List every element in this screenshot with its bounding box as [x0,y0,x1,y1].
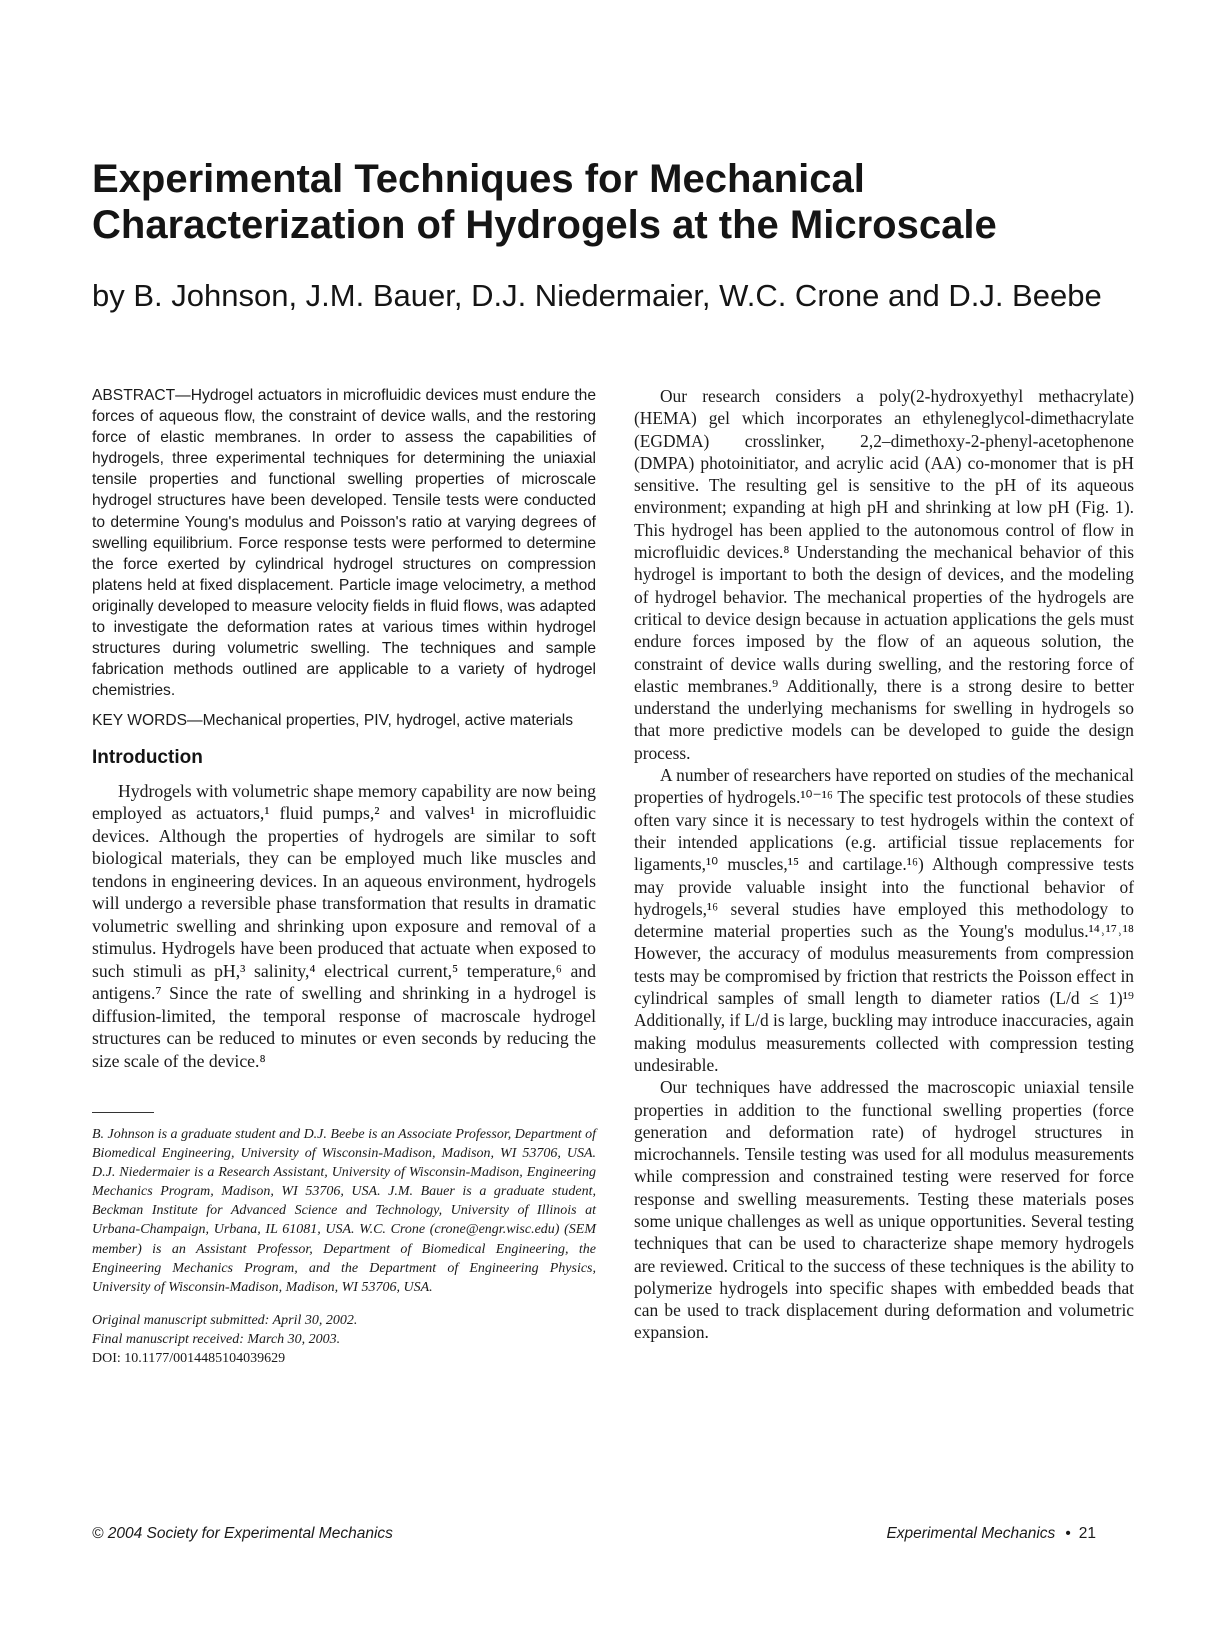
title-line-2: Characterization of Hydrogels at the Microscale [92,203,997,247]
manuscript-received: Final manuscript received: March 30, 2003. [92,1331,341,1347]
key-words: KEY WORDS—Mechanical properties, PIV, hydrogel, active materials [92,712,574,730]
body-paragraph: Our techniques have addressed the macroscopic uniaxial tensile properties in addition to the functional swelling properties (force generation and deformation rate) of hydrogel structures in microchannels. Tensile testing was used for all modulus measurements while compression and constrained testing were reserved for force response and swelling measurements. Testing these materials poses some unique challenges as well as unique opportunities. Several testing techniques that can be used to characterize shape memory hydrogels are reviewed. Critical to the success of these techniques is the ability to polymerize hydrogels into specific shapes with embedded beads that can be used to track displacement during deformation and volumetric expansion. [634,1077,1134,1343]
page-number: 21 [1078,1525,1096,1542]
journal-footer [886,1524,1096,1544]
copyright-footer: © 2004 Society for Experimental Mechanics [92,1525,393,1542]
manuscript-history [92,1311,596,1368]
paper-title [92,156,1152,248]
body-paragraph: Our research considers a poly(2-hydroxyethyl methacrylate) (HEMA) gel which incorporates an ethyleneglycol-dimethacrylate (EGDMA) crosslinker, 2,2–dimethoxy-2-phenyl-acetophenone (DMPA) photoinitiator, and acrylic acid (AA) co-monomer that is pH sensitive. The resulting gel is sensitive to the pH of its aqueous environment; expanding at high pH and shrinking at low pH (Fig. 1). This hydrogel has been applied to the autonomous control of flow in microfluidic devices.⁸ Understanding the mechanical behavior of this hydrogel is important to both the design of devices, and the modeling of hydrogel behavior. The mechanical properties of the hydrogels are critical to device design because in actuation applications the gels must endure forces imposed by the flow of an aqueous solution, the constraint of device walls during swelling, and the restoring force of elastic membranes.⁹ Additionally, there is a strong desire to better understand the underlying mechanisms for swelling in hydrogels so that more predictive models can be developed to guide the design process. [634,386,1134,763]
right-column [634,385,1134,1344]
abstract: ABSTRACT—Hydrogel actuators in microfluidic devices must endure the forces of aqueous flow, the constraint of device walls, and the restoring force of elastic membranes. In order to assess the capabilities of hydrogels, three experimental techniques for determining the uniaxial tensile properties and functional swelling properties of microscale hydrogel structures have been developed. Tensile tests were conducted to determine Young's modulus and Poisson's ratio at varying degrees of swelling equilibrium. Force response tests were performed to determine the force exerted by cylindrical hydrogel structures on compression platens held at fixed displacement. Particle image velocimetry, a method originally developed to measure velocity fields in fluid flows, was adapted to investigate the deformation rates at various times within hydrogel structures during volumetric swelling. The techniques and sample fabrication methods outlined are applicable to a variety of hydrogel chemistries. [92,387,596,700]
author-line: by B. Johnson, J.M. Bauer, D.J. Niedermaier, W.C. Crone and D.J. Beebe [92,278,1102,313]
bullet-separator: • [1065,1525,1071,1542]
body-paragraph: A number of researchers have reported on studies of the mechanical properties of hydrogels.¹⁰⁻¹⁶ The specific test protocols of these studies often vary since it is necessary to test hydrogels within the context of their intended applications (e.g. artificial tissue replacements for ligaments,¹⁰ muscles,¹⁵ and cartilage.¹⁶) Although compressive tests may provide valuable insight into the functional behavior of hydrogels,¹⁶ several studies have employed this methodology to determine material properties such as the Young's modulus.¹⁴˒¹⁷˒¹⁸ However, the accuracy of modulus measurements from compression tests may be compromised by friction that restricts the Poisson effect in cylindrical samples of small length to diameter ratios (L/d ≤ 1)¹⁹ Additionally, if L/d is large, buckling may introduce inaccuracies, again making modulus measurements collected with compression testing undesirable. [634,765,1134,1075]
introduction-paragraph: Hydrogels with volumetric shape memory capability are now being employed as actuators,¹ fluid pumps,² and valves¹ in microfluidic devices. Although the properties of hydrogels are similar to soft biological materials, they can be employed much like muscles and tendons in engineering devices. In an aqueous environment, hydrogels will undergo a reversible phase transformation that results in dramatic volumetric swelling and shrinking upon exposure and removal of a stimulus. Hydrogels have been produced that actuate when exposed to such stimuli as pH,³ salinity,⁴ electrical current,⁵ temperature,⁶ and antigens.⁷ Since the rate of swelling and shrinking in a hydrogel is diffusion-limited, the temporal response of macroscale hydrogel structures can be reduced to minutes or even seconds by reducing the size scale of the device.⁸ [92,780,596,1071]
author-affiliation-footnote: B. Johnson is a graduate student and D.J. Beebe is an Associate Professor, Department of Biomedical Engineering, University of Wisconsin-Madison, Madison, WI 53706, USA. D.J. Niedermaier is a Research Assistant, University of Wisconsin-Madison, Engineering Mechanics Program, Madison, WI 53706, USA. J.M. Bauer is a graduate student, Beckman Institute for Advanced Science and Technology, University of Illinois at Urbana-Champaign, Urbana, IL 61081, USA. W.C. Crone (crone@engr.wisc.edu) (SEM member) is an Assistant Professor, Department of Biomedical Engineering, the Engineering Mechanics Program, and the Department of Engineering Physics, University of Wisconsin-Madison, Madison, WI 53706, USA. [92,1127,596,1295]
journal-name: Experimental Mechanics [886,1525,1056,1542]
title-line-1: Experimental Techniques for Mechanical [92,157,865,201]
footnote-divider [92,1112,154,1113]
left-column [92,385,596,1368]
manuscript-submitted: Original manuscript submitted: April 30, 2002. [92,1312,358,1328]
doi-line: DOI: 10.1177/0014485104039629 [92,1350,286,1366]
introduction-heading: Introduction [92,746,203,768]
